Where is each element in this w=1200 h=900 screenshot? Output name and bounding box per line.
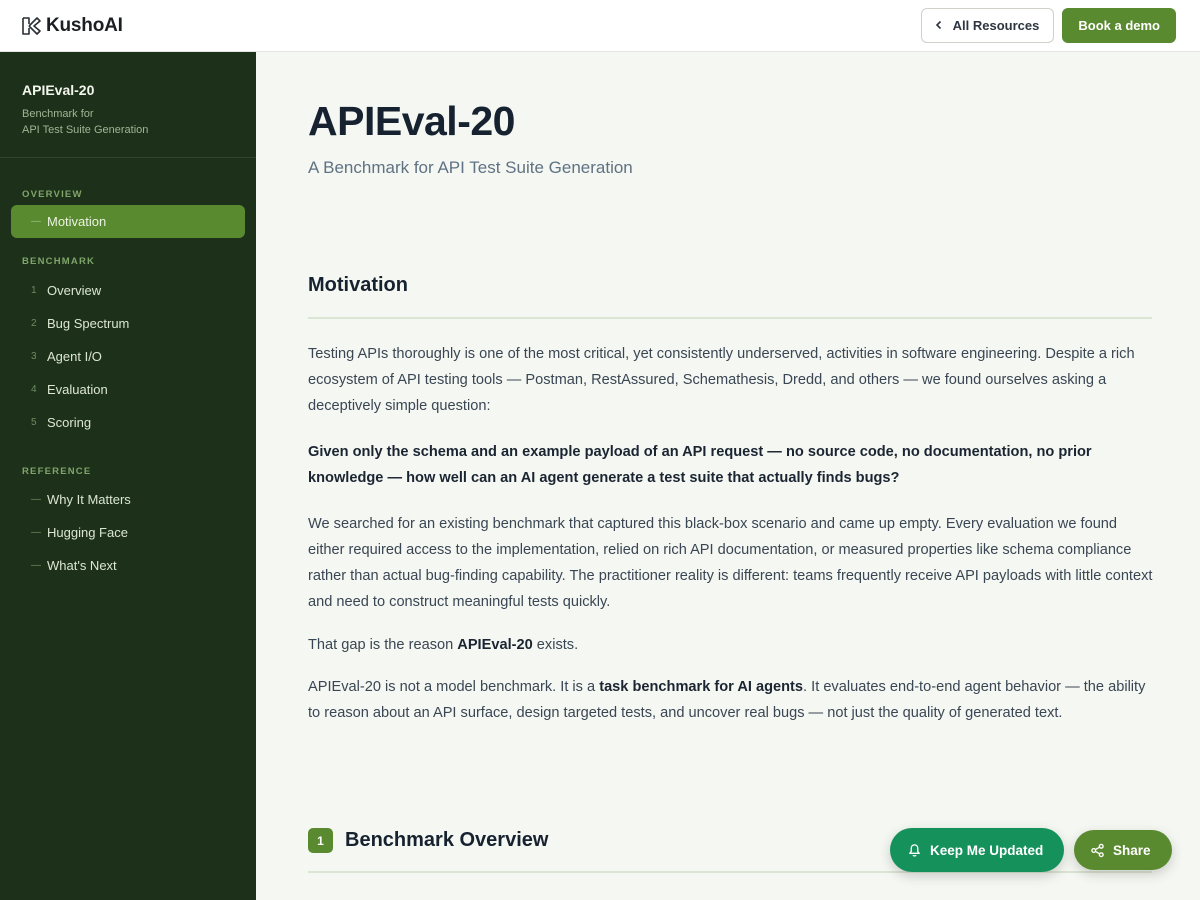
sidebar-item-marker: 5 [31, 417, 37, 428]
p5-text-before: APIEval-20 is not a model benchmark. It is a [308, 679, 600, 695]
sidebar-subtitle [22, 106, 234, 138]
top-actions [921, 8, 1176, 43]
sidebar-item-marker: 4 [31, 384, 37, 395]
sidebar-item-why-it-matters[interactable] [11, 483, 245, 516]
p5-text-after: . It evaluates end-to-end agent behavior — the ability to reason about an API surface, design targeted tests, and uncover real bugs — not just the quality of generated text. [308, 679, 1146, 721]
p4-text-before: That gap is the reason [308, 637, 458, 653]
benchmark-overview-heading-row [308, 828, 548, 853]
sidebar-item-scoring[interactable] [11, 406, 245, 439]
sidebar-item-label: What's Next [47, 558, 117, 573]
all-resources-label: All Resources [952, 18, 1040, 33]
page-subtitle: A Benchmark for API Test Suite Generation [308, 158, 633, 177]
sidebar-item-marker: — [31, 216, 41, 227]
motivation-paragraph-4 [308, 674, 1156, 726]
sidebar-item-label: Hugging Face [47, 525, 128, 540]
section-divider [308, 317, 1152, 319]
sidebar-item-evaluation[interactable] [11, 373, 245, 406]
section-label-benchmark: BENCHMARK [22, 256, 96, 267]
section-label-overview: OVERVIEW [22, 189, 83, 200]
sidebar-item-hugging-face[interactable] [11, 516, 245, 549]
sidebar-title: APIEval-20 [22, 82, 95, 98]
sidebar-header [0, 52, 256, 158]
motivation-heading: Motivation [308, 274, 408, 296]
logo[interactable] [20, 15, 123, 37]
sidebar-item-label: Bug Spectrum [47, 316, 130, 331]
bell-icon [907, 843, 922, 858]
sidebar-subtitle-line2: API Test Suite Generation [22, 124, 149, 136]
sidebar-item-marker: — [31, 527, 41, 538]
p5-bold-task-benchmark: task benchmark for AI agents [599, 679, 804, 695]
sidebar-item-marker: 1 [31, 285, 37, 296]
keep-me-updated-label: Keep Me Updated [930, 842, 1044, 858]
share-button[interactable] [1074, 830, 1172, 870]
sidebar-item-label: Why It Matters [47, 492, 131, 507]
key-question: Given only the schema and an example payload of an API request — no source code, no documentation, no prior knowledge — how well can an AI agent generate a test suite that actually finds bugs? [308, 444, 1092, 486]
sidebar-item-overview[interactable] [11, 274, 245, 307]
sidebar-item-agent-io[interactable] [11, 340, 245, 373]
page-title: APIEval-20 [308, 98, 515, 144]
benchmark-overview-heading: Benchmark Overview [345, 829, 549, 851]
motivation-paragraph-3 [308, 632, 1156, 658]
sidebar-item-bug-spectrum[interactable] [11, 307, 245, 340]
sidebar-item-label: Scoring [47, 415, 92, 430]
sidebar-item-marker: — [31, 494, 41, 505]
sidebar-item-motivation[interactable] [11, 205, 245, 238]
sidebar-item-marker: 2 [31, 318, 37, 329]
benchmark-nav-list [0, 274, 256, 439]
keep-me-updated-button[interactable] [890, 828, 1064, 872]
share-label: Share [1113, 842, 1151, 858]
share-icon [1090, 843, 1105, 858]
sidebar-item-label: Evaluation [47, 382, 108, 397]
sidebar-item-marker: 3 [31, 351, 37, 362]
top-navbar [0, 0, 1200, 52]
motivation-paragraph-1: Testing APIs thoroughly is one of the most critical, yet consistently underserved, activities in software engineering. Despite a rich ecosystem of API testing tools — Postman, RestAssured, Schemathesis, Dredd, and others — we found ourselves asking a deceptively simple question: [308, 346, 1135, 414]
p4-bold-apieval: APIEval-20 [457, 637, 533, 653]
section-number-badge: 1 [308, 828, 333, 853]
sidebar-item-label: Agent I/O [47, 349, 102, 364]
reference-nav-list [0, 483, 256, 582]
motivation-paragraph-2: We searched for an existing benchmark that captured this black-box scenario and came up empty. Every evaluation we found either required access to the implementation, relied on rich API documentation, or measured properties like schema compliance rather than actual bug-finding capability. The practitioner reality is different: teams frequently receive API payloads with little context and need to construct meaningful tests quickly. [308, 516, 1153, 610]
sidebar-item-marker: — [31, 560, 41, 571]
logo-text: KushoAI [46, 14, 123, 36]
section-label-reference: REFERENCE [22, 466, 92, 477]
sidebar-item-whats-next[interactable] [11, 549, 245, 582]
sidebar-item-label: Overview [47, 283, 102, 298]
p4-text-after: exists. [532, 637, 579, 653]
sidebar [0, 52, 256, 900]
book-demo-button[interactable]: Book a demo [1062, 8, 1176, 43]
kusho-logo-icon [20, 15, 42, 37]
sidebar-item-label: Motivation [47, 214, 107, 229]
chevron-left-icon [934, 18, 944, 33]
main-content [256, 52, 1200, 900]
all-resources-button[interactable] [921, 8, 1055, 43]
sidebar-subtitle-line1: Benchmark for [22, 108, 94, 120]
